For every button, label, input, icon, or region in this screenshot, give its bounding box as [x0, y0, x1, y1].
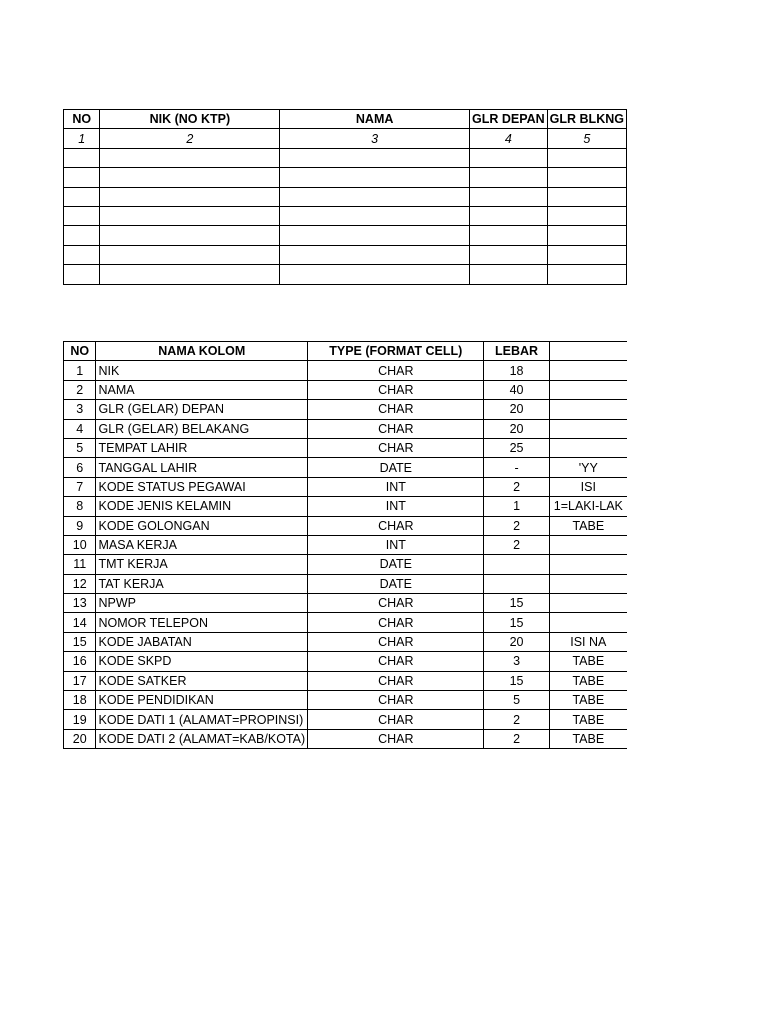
empty-cell[interactable] [280, 206, 470, 225]
type-cell[interactable]: CHAR [308, 516, 484, 535]
note-cell[interactable] [549, 613, 627, 632]
table-row [64, 613, 628, 632]
table-row [64, 497, 628, 516]
table-row [64, 652, 628, 671]
empty-cell[interactable] [469, 168, 547, 187]
table-row [64, 671, 628, 690]
column-name-cell[interactable]: TAT KERJA [96, 574, 308, 593]
row-number-cell[interactable]: 15 [64, 632, 96, 651]
index-cell[interactable]: 3 [280, 129, 470, 148]
table-row [64, 400, 628, 419]
row-number-cell[interactable]: 18 [64, 691, 96, 710]
width-cell[interactable]: - [484, 458, 549, 477]
empty-cell[interactable] [547, 168, 626, 187]
column-name-cell[interactable]: KODE STATUS PEGAWAI [96, 477, 308, 496]
empty-cell[interactable] [469, 245, 547, 264]
table-row [64, 206, 627, 225]
header-cell: NO [64, 110, 100, 129]
type-cell[interactable]: DATE [308, 555, 484, 574]
header-cell: GLR BLKNG [547, 110, 626, 129]
column-name-cell[interactable]: TMT KERJA [96, 555, 308, 574]
note-cell[interactable] [549, 535, 627, 554]
note-cell[interactable] [549, 555, 627, 574]
column-name-cell[interactable]: KODE JABATAN [96, 632, 308, 651]
empty-cell[interactable] [64, 265, 100, 284]
header-cell: TYPE (FORMAT CELL) [308, 342, 484, 361]
empty-cell[interactable] [64, 148, 100, 167]
note-cell[interactable]: TABE [549, 691, 627, 710]
table-row [64, 477, 628, 496]
row-number-cell[interactable]: 2 [64, 380, 96, 399]
empty-cell[interactable] [100, 245, 280, 264]
row-number-cell[interactable]: 20 [64, 729, 96, 748]
empty-cell[interactable] [280, 187, 470, 206]
note-cell[interactable]: 1=LAKI-LAK [549, 497, 627, 516]
width-cell[interactable]: 18 [484, 361, 549, 380]
table-row [64, 594, 628, 613]
row-number-cell[interactable]: 1 [64, 361, 96, 380]
width-cell[interactable]: 20 [484, 400, 549, 419]
index-cell[interactable]: 1 [64, 129, 100, 148]
column-name-cell[interactable]: KODE DATI 2 (ALAMAT=KAB/KOTA) [96, 729, 308, 748]
data-entry-table [63, 109, 627, 285]
width-cell[interactable]: 25 [484, 438, 549, 457]
note-cell[interactable]: TABE [549, 710, 627, 729]
note-cell[interactable]: ISI NA [549, 632, 627, 651]
note-cell[interactable] [549, 400, 627, 419]
table-row [64, 574, 628, 593]
row-number-cell[interactable]: 17 [64, 671, 96, 690]
column-name-cell[interactable]: TANGGAL LAHIR [96, 458, 308, 477]
table-row [64, 245, 627, 264]
note-cell[interactable] [549, 380, 627, 399]
row-number-cell[interactable]: 8 [64, 497, 96, 516]
type-cell[interactable]: CHAR [308, 652, 484, 671]
type-cell[interactable]: CHAR [308, 400, 484, 419]
empty-cell[interactable] [547, 206, 626, 225]
table-row [64, 535, 628, 554]
empty-cell[interactable] [100, 187, 280, 206]
empty-cell[interactable] [547, 187, 626, 206]
note-cell[interactable] [549, 574, 627, 593]
note-cell[interactable]: TABE [549, 652, 627, 671]
table-row [64, 226, 627, 245]
empty-cell[interactable] [64, 226, 100, 245]
note-cell[interactable] [549, 594, 627, 613]
empty-cell[interactable] [469, 226, 547, 245]
column-name-cell[interactable]: NIK [96, 361, 308, 380]
empty-cell[interactable] [64, 187, 100, 206]
type-cell[interactable]: CHAR [308, 419, 484, 438]
table-row [64, 361, 628, 380]
table-row [64, 729, 628, 748]
note-cell[interactable] [549, 438, 627, 457]
header-cell: LEBAR [484, 342, 549, 361]
empty-cell[interactable] [469, 206, 547, 225]
width-cell[interactable]: 2 [484, 477, 549, 496]
type-cell[interactable]: INT [308, 477, 484, 496]
type-cell[interactable]: CHAR [308, 380, 484, 399]
row-number-cell[interactable]: 9 [64, 516, 96, 535]
width-cell[interactable] [484, 555, 549, 574]
header-cell: NAMA KOLOM [96, 342, 308, 361]
type-cell[interactable]: CHAR [308, 632, 484, 651]
empty-cell[interactable] [64, 168, 100, 187]
column-name-cell[interactable]: NOMOR TELEPON [96, 613, 308, 632]
type-cell[interactable]: DATE [308, 574, 484, 593]
empty-cell[interactable] [280, 245, 470, 264]
type-cell[interactable]: CHAR [308, 361, 484, 380]
row-number-cell[interactable]: 14 [64, 613, 96, 632]
note-cell[interactable] [549, 361, 627, 380]
type-cell[interactable]: CHAR [308, 438, 484, 457]
width-cell[interactable] [484, 574, 549, 593]
index-cell[interactable]: 4 [469, 129, 547, 148]
empty-cell[interactable] [100, 226, 280, 245]
empty-cell[interactable] [280, 265, 470, 284]
width-cell[interactable]: 20 [484, 419, 549, 438]
header-cell: GLR DEPAN [469, 110, 547, 129]
width-cell[interactable]: 15 [484, 613, 549, 632]
note-cell[interactable]: TABE [549, 729, 627, 748]
width-cell[interactable]: 20 [484, 632, 549, 651]
column-spec-table [63, 341, 627, 749]
table-row [64, 380, 628, 399]
header-cell: NO [64, 342, 96, 361]
row-number-cell[interactable]: 5 [64, 438, 96, 457]
type-cell[interactable]: CHAR [308, 729, 484, 748]
column-index-row [64, 129, 627, 148]
width-cell[interactable]: 5 [484, 691, 549, 710]
table-row [64, 632, 628, 651]
table-row [64, 516, 628, 535]
row-number-cell[interactable]: 16 [64, 652, 96, 671]
row-number-cell[interactable]: 3 [64, 400, 96, 419]
column-name-cell[interactable]: GLR (GELAR) BELAKANG [96, 419, 308, 438]
type-cell[interactable]: CHAR [308, 691, 484, 710]
empty-cell[interactable] [64, 245, 100, 264]
row-number-cell[interactable]: 11 [64, 555, 96, 574]
empty-cell[interactable] [547, 265, 626, 284]
empty-cell[interactable] [100, 206, 280, 225]
table-row [64, 691, 628, 710]
row-number-cell[interactable]: 7 [64, 477, 96, 496]
column-name-cell[interactable]: KODE PENDIDIKAN [96, 691, 308, 710]
width-cell[interactable]: 2 [484, 516, 549, 535]
empty-cell[interactable] [469, 187, 547, 206]
row-number-cell[interactable]: 10 [64, 535, 96, 554]
table-row [64, 710, 628, 729]
column-name-cell[interactable]: KODE DATI 1 (ALAMAT=PROPINSI) [96, 710, 308, 729]
width-cell[interactable]: 15 [484, 671, 549, 690]
column-name-cell[interactable]: KODE SKPD [96, 652, 308, 671]
type-cell[interactable]: CHAR [308, 671, 484, 690]
table-row [64, 168, 627, 187]
width-cell[interactable]: 2 [484, 535, 549, 554]
note-cell[interactable]: 'YY [549, 458, 627, 477]
column-name-cell[interactable]: KODE SATKER [96, 671, 308, 690]
empty-cell[interactable] [100, 148, 280, 167]
column-name-cell[interactable]: KODE GOLONGAN [96, 516, 308, 535]
type-cell[interactable]: CHAR [308, 710, 484, 729]
empty-cell[interactable] [100, 168, 280, 187]
column-name-cell[interactable]: TEMPAT LAHIR [96, 438, 308, 457]
type-cell[interactable]: INT [308, 497, 484, 516]
empty-cell[interactable] [469, 148, 547, 167]
table-row [64, 458, 628, 477]
table-row [64, 419, 628, 438]
type-cell[interactable]: CHAR [308, 613, 484, 632]
width-cell[interactable]: 40 [484, 380, 549, 399]
table-row [64, 265, 627, 284]
note-cell[interactable] [549, 419, 627, 438]
empty-cell[interactable] [547, 226, 626, 245]
empty-cell[interactable] [100, 265, 280, 284]
width-cell[interactable]: 2 [484, 710, 549, 729]
table-row [64, 187, 627, 206]
column-name-cell[interactable]: KODE JENIS KELAMIN [96, 497, 308, 516]
empty-cell[interactable] [280, 226, 470, 245]
row-number-cell[interactable]: 12 [64, 574, 96, 593]
width-cell[interactable]: 2 [484, 729, 549, 748]
table-row [64, 555, 628, 574]
empty-cell[interactable] [280, 168, 470, 187]
note-cell[interactable]: TABE [549, 671, 627, 690]
column-name-cell[interactable]: NPWP [96, 594, 308, 613]
header-cell: NIK (NO KTP) [100, 110, 280, 129]
width-cell[interactable]: 1 [484, 497, 549, 516]
table-row [64, 438, 628, 457]
empty-cell[interactable] [280, 148, 470, 167]
index-cell[interactable]: 5 [547, 129, 626, 148]
empty-cell[interactable] [547, 245, 626, 264]
table-header-row [64, 342, 628, 361]
empty-cell[interactable] [547, 148, 626, 167]
row-number-cell[interactable]: 13 [64, 594, 96, 613]
width-cell[interactable]: 15 [484, 594, 549, 613]
note-cell[interactable]: ISI [549, 477, 627, 496]
empty-cell[interactable] [64, 206, 100, 225]
table-row [64, 148, 627, 167]
table-header-row [64, 110, 627, 129]
column-name-cell[interactable]: MASA KERJA [96, 535, 308, 554]
row-number-cell[interactable]: 6 [64, 458, 96, 477]
type-cell[interactable]: DATE [308, 458, 484, 477]
row-number-cell[interactable]: 4 [64, 419, 96, 438]
header-cell: NAMA [280, 110, 470, 129]
column-name-cell[interactable]: GLR (GELAR) DEPAN [96, 400, 308, 419]
column-name-cell[interactable]: NAMA [96, 380, 308, 399]
index-cell[interactable]: 2 [100, 129, 280, 148]
width-cell[interactable]: 3 [484, 652, 549, 671]
note-cell[interactable]: TABE [549, 516, 627, 535]
type-cell[interactable]: INT [308, 535, 484, 554]
type-cell[interactable]: CHAR [308, 594, 484, 613]
header-cell [549, 342, 627, 361]
empty-cell[interactable] [469, 265, 547, 284]
row-number-cell[interactable]: 19 [64, 710, 96, 729]
